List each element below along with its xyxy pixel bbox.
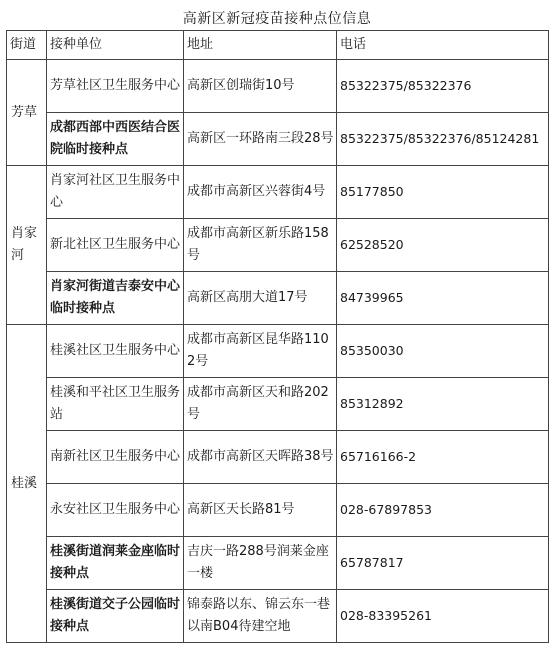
page-title: 高新区新冠疫苗接种点位信息	[182, 11, 372, 27]
unit-cell: 桂溪街道润莱金座临时接种点	[47, 537, 184, 590]
district-cell: 芳草	[7, 60, 47, 166]
table-row	[7, 113, 549, 166]
column-header-phone: 电话	[337, 31, 549, 60]
vaccination-sites-table	[6, 30, 549, 643]
table-row	[7, 325, 549, 378]
unit-cell: 芳草社区卫生服务中心	[47, 60, 184, 113]
district-cell: 桂溪	[7, 325, 47, 643]
table-row	[7, 484, 549, 537]
address-cell: 高新区高朋大道17号	[184, 272, 337, 325]
unit-cell: 肖家河街道吉泰安中心临时接种点	[47, 272, 184, 325]
table-row	[7, 537, 549, 590]
address-cell: 成都市高新区昆华路1102号	[184, 325, 337, 378]
table-header-row	[7, 31, 549, 60]
phone-cell: 85322375/85322376/85124281	[337, 113, 549, 166]
address-cell: 锦泰路以东、锦云东一巷以南B04待建空地	[184, 590, 337, 643]
unit-cell: 南新社区卫生服务中心	[47, 431, 184, 484]
phone-cell: 028-83395261	[337, 590, 549, 643]
unit-cell: 桂溪街道交子公园临时接种点	[47, 590, 184, 643]
unit-cell: 桂溪社区卫生服务中心	[47, 325, 184, 378]
phone-cell: 65787817	[337, 537, 549, 590]
column-header-address: 地址	[184, 31, 337, 60]
address-cell: 成都市高新区天晖路38号	[184, 431, 337, 484]
address-cell: 成都市高新区新乐路158号	[184, 219, 337, 272]
phone-cell: 84739965	[337, 272, 549, 325]
address-cell: 吉庆一路288号润莱金座一楼	[184, 537, 337, 590]
table-row	[7, 166, 549, 219]
address-cell: 高新区一环路南三段28号	[184, 113, 337, 166]
unit-cell: 桂溪和平社区卫生服务站	[47, 378, 184, 431]
phone-cell: 028-67897853	[337, 484, 549, 537]
district-cell: 肖家河	[7, 166, 47, 325]
phone-cell: 85350030	[337, 325, 549, 378]
address-cell: 成都市高新区兴蓉街4号	[184, 166, 337, 219]
unit-cell: 永安社区卫生服务中心	[47, 484, 184, 537]
table-row	[7, 431, 549, 484]
unit-cell: 成都西部中西医结合医院临时接种点	[47, 113, 184, 166]
column-header-district: 街道	[7, 31, 47, 60]
phone-cell: 65716166-2	[337, 431, 549, 484]
unit-cell: 新北社区卫生服务中心	[47, 219, 184, 272]
table-row	[7, 60, 549, 113]
address-cell: 高新区创瑞街10号	[184, 60, 337, 113]
table-row	[7, 272, 549, 325]
unit-cell: 肖家河社区卫生服务中心	[47, 166, 184, 219]
table-row	[7, 378, 549, 431]
table-row	[7, 219, 549, 272]
address-cell: 高新区天长路81号	[184, 484, 337, 537]
phone-cell: 85177850	[337, 166, 549, 219]
table-row	[7, 590, 549, 643]
phone-cell: 62528520	[337, 219, 549, 272]
phone-cell: 85312892	[337, 378, 549, 431]
phone-cell: 85322375/85322376	[337, 60, 549, 113]
address-cell: 成都市高新区天和路202号	[184, 378, 337, 431]
column-header-unit: 接种单位	[47, 31, 184, 60]
